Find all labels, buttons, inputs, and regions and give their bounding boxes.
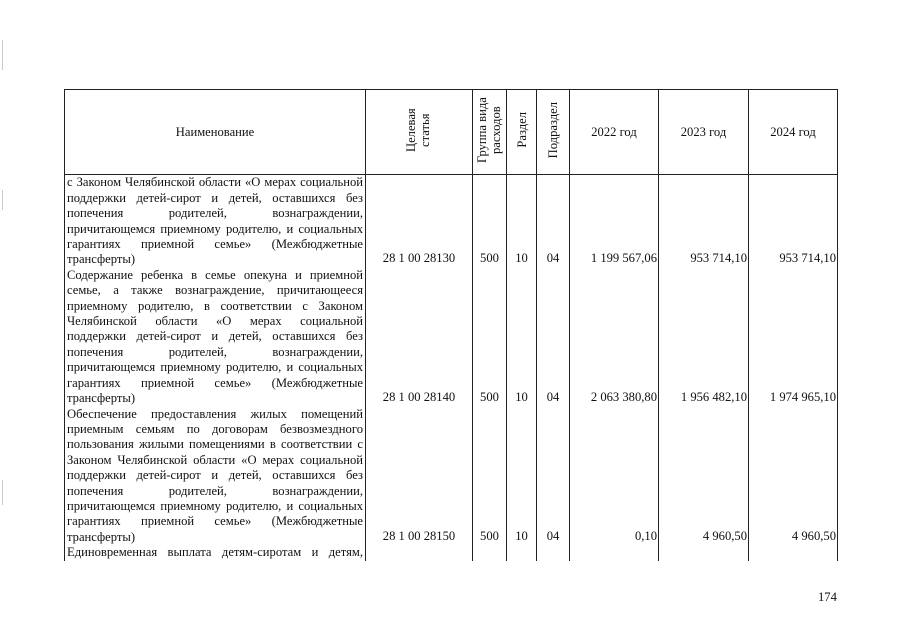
table-row	[65, 545, 838, 560]
row-name-text: с Законом Челябинской области «О мерах социальной поддержки детей-сирот и детей, оставшихся без попечения родителей, вознаграждении, причитающемся приемному родителю, и социальных гарантиях приемной семье» (Межбюджетные трансферты)	[67, 175, 363, 267]
row-expense-group: 500	[473, 407, 507, 546]
row-name	[65, 175, 366, 268]
header-subsection-text: Подраздел	[546, 101, 560, 159]
table-row	[65, 268, 838, 407]
row-value-2022: 2 063 380,80	[570, 268, 659, 407]
budget-table	[64, 89, 838, 561]
row-name-text: Обеспечение предоставления жилых помещений приемным семьям по договорам безвозмездного пользования жилыми помещениями в соответствии с Законом Челябинской области «О мерах социальной поддержки детей-сирот и детей, оставшихся без попечения родителей, вознаграждении, причитающемся приемному родителю, и социальных гарантиях приемной семье» (Межбюджетные трансферты)	[67, 406, 363, 544]
row-target-code	[366, 545, 473, 560]
row-target-code: 28 1 00 28150	[366, 407, 473, 546]
row-name-text: Единовременная выплата детям-сиротам и детям,	[67, 545, 363, 560]
row-subsection	[537, 545, 570, 560]
header-section	[507, 90, 537, 175]
row-value-2023	[659, 545, 749, 560]
row-target-code: 28 1 00 28130	[366, 175, 473, 268]
header-group-text: Группа вида расходов	[474, 97, 503, 163]
row-section: 10	[507, 268, 537, 407]
row-subsection: 04	[537, 175, 570, 268]
header-2022: 2022 год	[570, 90, 659, 175]
row-value-2024: 4 960,50	[749, 407, 838, 546]
table-row	[65, 175, 838, 268]
row-section: 10	[507, 407, 537, 546]
row-value-2022: 0,10	[570, 407, 659, 546]
table-row	[65, 407, 838, 546]
header-section-text: Раздел	[514, 112, 529, 148]
row-name-text: Содержание ребенка в семье опекуна и приемной семье, а также вознаграждение, причитающееся приемному родителю, в соответствии с Законом Челябинской области «О мерах социальной поддержки детей-сирот и детей, оставшихся без попечения родителей, вознаграждении, причитающемся приемному родителю, и социальных гарантиях приемной семье» (Межбюджетные трансферты)	[67, 267, 363, 406]
scan-edge-mark	[2, 480, 3, 505]
row-value-2022	[570, 545, 659, 560]
row-value-2024	[749, 545, 838, 560]
row-name	[65, 407, 366, 546]
header-2023: 2023 год	[659, 90, 749, 175]
row-expense-group: 500	[473, 175, 507, 268]
row-subsection: 04	[537, 407, 570, 546]
row-target-code: 28 1 00 28140	[366, 268, 473, 407]
header-target-text: Целевая статья	[404, 108, 432, 152]
budget-table-wrapper	[64, 89, 837, 561]
row-value-2023: 953 714,10	[659, 175, 749, 268]
scan-edge-mark	[2, 40, 3, 70]
header-group	[473, 90, 507, 175]
row-value-2024: 953 714,10	[749, 175, 838, 268]
scan-edge-mark	[2, 190, 3, 210]
header-target	[366, 90, 473, 175]
header-2024: 2024 год	[749, 90, 838, 175]
table-header-row	[65, 90, 838, 175]
row-value-2023: 4 960,50	[659, 407, 749, 546]
page-number: 174	[818, 590, 837, 604]
row-subsection: 04	[537, 268, 570, 407]
row-value-2022: 1 199 567,06	[570, 175, 659, 268]
row-section: 10	[507, 175, 537, 268]
row-value-2023: 1 956 482,10	[659, 268, 749, 407]
header-name: Наименование	[65, 90, 366, 175]
row-value-2024: 1 974 965,10	[749, 268, 838, 407]
header-subsection	[537, 90, 570, 175]
row-expense-group	[473, 545, 507, 560]
row-expense-group: 500	[473, 268, 507, 407]
row-section	[507, 545, 537, 560]
row-name	[65, 545, 366, 560]
row-name	[65, 268, 366, 407]
